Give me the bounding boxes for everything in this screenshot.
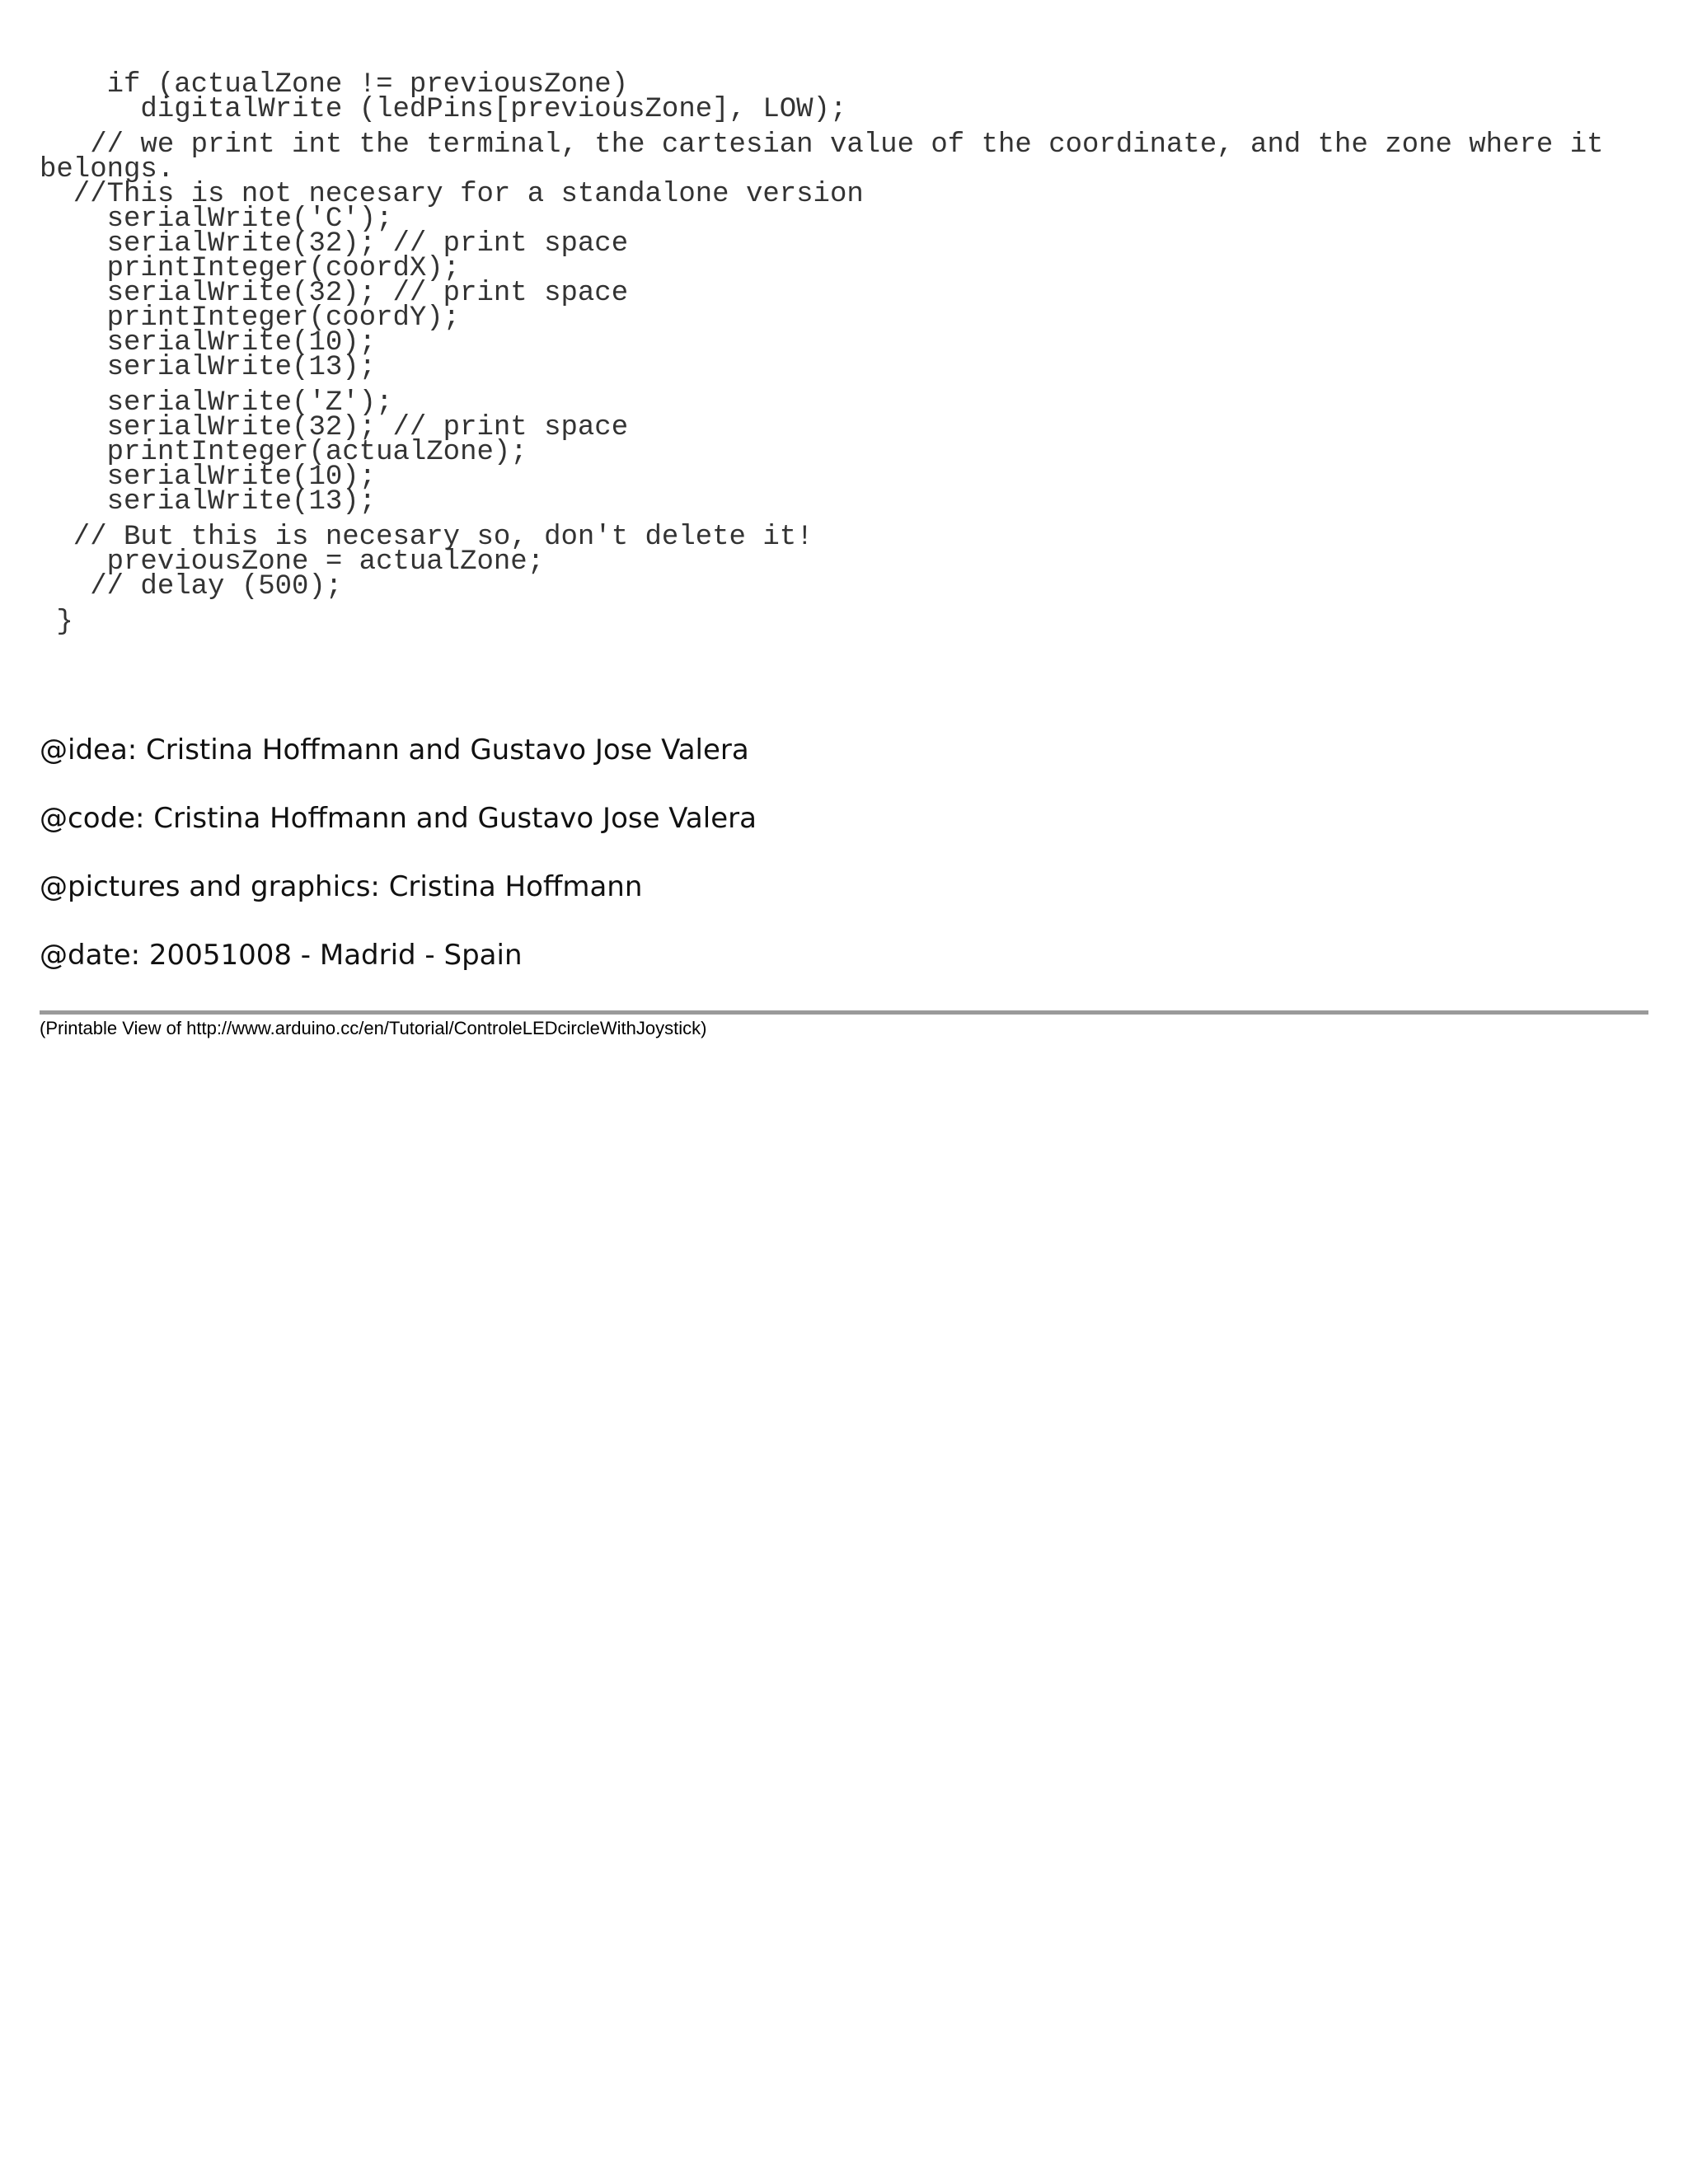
code-line: previousZone = actualZone; [40, 546, 545, 578]
code-line: serialWrite(13); [40, 352, 377, 383]
code-listing [40, 69, 1648, 638]
credits-section [40, 732, 757, 1005]
code-line: serialWrite('Z'); [40, 387, 393, 419]
code-line: serialWrite(32); // print space [40, 278, 629, 309]
code-line: belongs. [40, 154, 175, 185]
horizontal-divider [40, 1010, 1648, 1015]
printable-view-footer: (Printable View of http://www.arduino.cc/en/Tutorial/ControleLEDcircleWithJoystick) [40, 1018, 707, 1038]
credit-pictures: @pictures and graphics: Cristina Hoffmann [40, 870, 643, 903]
code-line: serialWrite(32); // print space [40, 412, 629, 443]
code-line: //This is not necesary for a standalone version [40, 179, 864, 210]
code-line: digitalWrite (ledPins[previousZone], LOW); [40, 94, 847, 125]
credit-date: @date: 20051008 - Madrid - Spain [40, 939, 523, 972]
code-line: // we print int the terminal, the cartesian value of the coordinate, and the zone where it [40, 129, 1604, 161]
code-line: serialWrite(32); // print space [40, 228, 629, 260]
code-line: // delay (500); [40, 571, 343, 602]
code-line: serialWrite(13); [40, 486, 377, 518]
credit-code: @code: Cristina Hoffmann and Gustavo Jose Valera [40, 802, 757, 835]
code-line: serialWrite(10); [40, 327, 377, 359]
code-line: printInteger(coordY); [40, 302, 461, 334]
code-line: printInteger(actualZone); [40, 437, 528, 468]
code-line: if (actualZone != previousZone) [40, 69, 629, 101]
code-line: serialWrite('C'); [40, 204, 393, 235]
code-line: serialWrite(10); [40, 462, 377, 493]
code-line: } [40, 607, 73, 638]
code-line: printInteger(coordX); [40, 253, 461, 284]
code-line: // But this is necesary so, don't delete it! [40, 522, 814, 553]
credit-idea: @idea: Cristina Hoffmann and Gustavo Jose Valera [40, 733, 749, 766]
